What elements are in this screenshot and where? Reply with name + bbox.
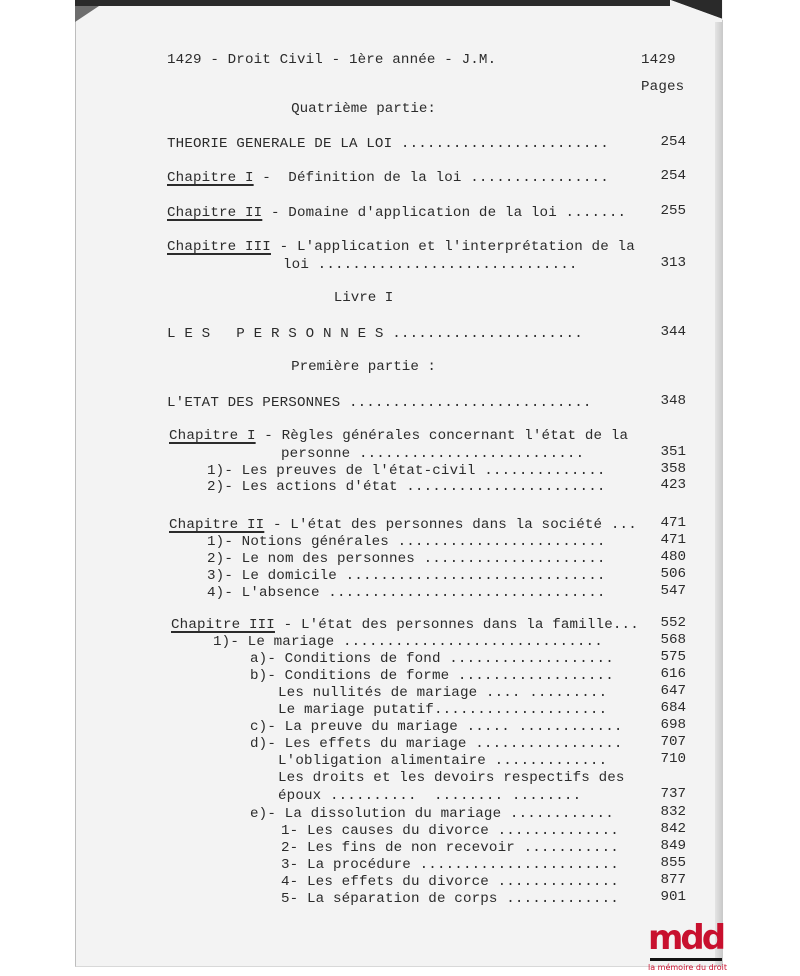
- toc-entry: Chapitre I - Définition de la loi ................: [167, 170, 609, 186]
- toc-subentry: 1)- Le mariage ..............................: [213, 634, 603, 650]
- toc-page: 547: [660, 583, 686, 599]
- folded-corner-left: [75, 6, 99, 22]
- page-edge-shadow: [715, 20, 723, 966]
- toc-page: 358: [660, 461, 686, 477]
- toc-page: 254: [660, 168, 686, 184]
- logo-mark: mdd: [648, 918, 724, 958]
- toc-subentry: Les droits et les devoirs respectifs des: [278, 770, 625, 786]
- toc-subentry: b)- Conditions de forme ..................: [250, 668, 614, 684]
- toc-subentry: 5- La séparation de corps .............: [281, 891, 619, 907]
- toc-entry: Chapitre III - L'état des personnes dans la famille...: [171, 617, 639, 633]
- toc-page: 255: [660, 203, 686, 219]
- chapter-label: Chapitre I: [167, 170, 254, 186]
- toc-subentry: 2)- Les actions d'état .......................: [207, 479, 606, 495]
- toc-entry: Chapitre II - Domaine d'application de la loi .......: [167, 205, 627, 221]
- chapter-label: Chapitre III: [171, 617, 275, 633]
- toc-page: 684: [660, 700, 686, 716]
- toc-page: 877: [660, 872, 686, 888]
- toc-page: 855: [660, 855, 686, 871]
- toc-page: 842: [660, 821, 686, 837]
- toc-page: 423: [660, 477, 686, 493]
- toc-subentry: 1- Les causes du divorce ..............: [281, 823, 619, 839]
- toc-entry: Chapitre I - Règles générales concernant l'état de la: [169, 428, 629, 444]
- chapter-label: Chapitre III: [167, 239, 271, 255]
- toc-page: 849: [660, 838, 686, 854]
- header-title: 1429 - Droit Civil - 1ère année - J.M.: [167, 52, 497, 68]
- toc-subentry: 2- Les fins de non recevoir ...........: [281, 840, 619, 856]
- toc-page: 575: [660, 649, 686, 665]
- toc-page: 254: [660, 134, 686, 150]
- toc-page: 710: [660, 751, 686, 767]
- toc-subentry-continuation: époux .......... ........ ........: [278, 788, 582, 804]
- scan-top-edge: [75, 0, 722, 6]
- toc-subentry: a)- Conditions de fond ...................: [250, 651, 614, 667]
- chapter-label: Chapitre II: [169, 517, 265, 533]
- toc-page: 698: [660, 717, 686, 733]
- section-quatrieme-partie: Quatrième partie:: [291, 101, 436, 117]
- toc-subentry: 3)- Le domicile ..............................: [207, 568, 606, 584]
- toc-subentry: L'obligation alimentaire .............: [278, 753, 608, 769]
- toc-subentry: 2)- Le nom des personnes .....................: [207, 551, 606, 567]
- section-livre: Livre I: [333, 290, 394, 306]
- toc-subentry: 3- La procédure .......................: [281, 857, 619, 873]
- chapter-label: Chapitre II: [167, 205, 263, 221]
- toc-page: 351: [660, 444, 686, 460]
- toc-subentry: c)- La preuve du mariage ..... ............: [250, 719, 623, 735]
- toc-page: 568: [660, 632, 686, 648]
- folded-corner-right: [670, 0, 722, 22]
- toc-page: 707: [660, 734, 686, 750]
- toc-page: 313: [660, 255, 686, 271]
- toc-page: 348: [660, 393, 686, 409]
- toc-subentry: 4)- L'absence ................................: [207, 585, 606, 601]
- logo-tagline: la mémoire du droit: [648, 963, 728, 972]
- toc-subentry: e)- La dissolution du mariage ............: [250, 806, 614, 822]
- logo-underline: [650, 958, 722, 961]
- toc-page: 471: [660, 532, 686, 548]
- toc-subentry: 4- Les effets du divorce ..............: [281, 874, 619, 890]
- chapter-label: Chapitre I: [169, 428, 256, 444]
- header-page-number: 1429: [641, 52, 676, 68]
- toc-page: 737: [660, 786, 686, 802]
- toc-page: 616: [660, 666, 686, 682]
- toc-entry: THEORIE GENERALE DE LA LOI ........................: [167, 136, 609, 152]
- toc-subentry: 1)- Les preuves de l'état-civil ..............: [207, 463, 606, 479]
- mdd-logo: [648, 918, 728, 976]
- toc-entry-continuation: loi ..............................: [283, 257, 578, 273]
- toc-page: 552: [660, 615, 686, 631]
- toc-subentry: Le mariage putatif....................: [278, 702, 608, 718]
- toc-page: 832: [660, 804, 686, 820]
- toc-page: 647: [660, 683, 686, 699]
- toc-page: 901: [660, 889, 686, 905]
- toc-page: 480: [660, 549, 686, 565]
- toc-page: 344: [660, 324, 686, 340]
- toc-entry: Chapitre III - L'application et l'interprétation de la: [167, 239, 635, 255]
- toc-entry: Chapitre II - L'état des personnes dans la société ...: [169, 517, 637, 533]
- section-premiere-partie: Première partie :: [291, 359, 436, 375]
- toc-page: 506: [660, 566, 686, 582]
- toc-page: 471: [660, 515, 686, 531]
- toc-entry: L E S P E R S O N N E S ......................: [167, 326, 583, 342]
- toc-subentry: Les nullités de mariage .... .........: [278, 685, 608, 701]
- toc-entry-continuation: personne ..........................: [281, 446, 585, 462]
- toc-subentry: 1)- Notions générales ........................: [207, 534, 606, 550]
- toc-subentry: d)- Les effets du mariage .................: [250, 736, 623, 752]
- toc-entry: L'ETAT DES PERSONNES ............................: [167, 395, 592, 411]
- pages-column-label: Pages: [641, 79, 685, 95]
